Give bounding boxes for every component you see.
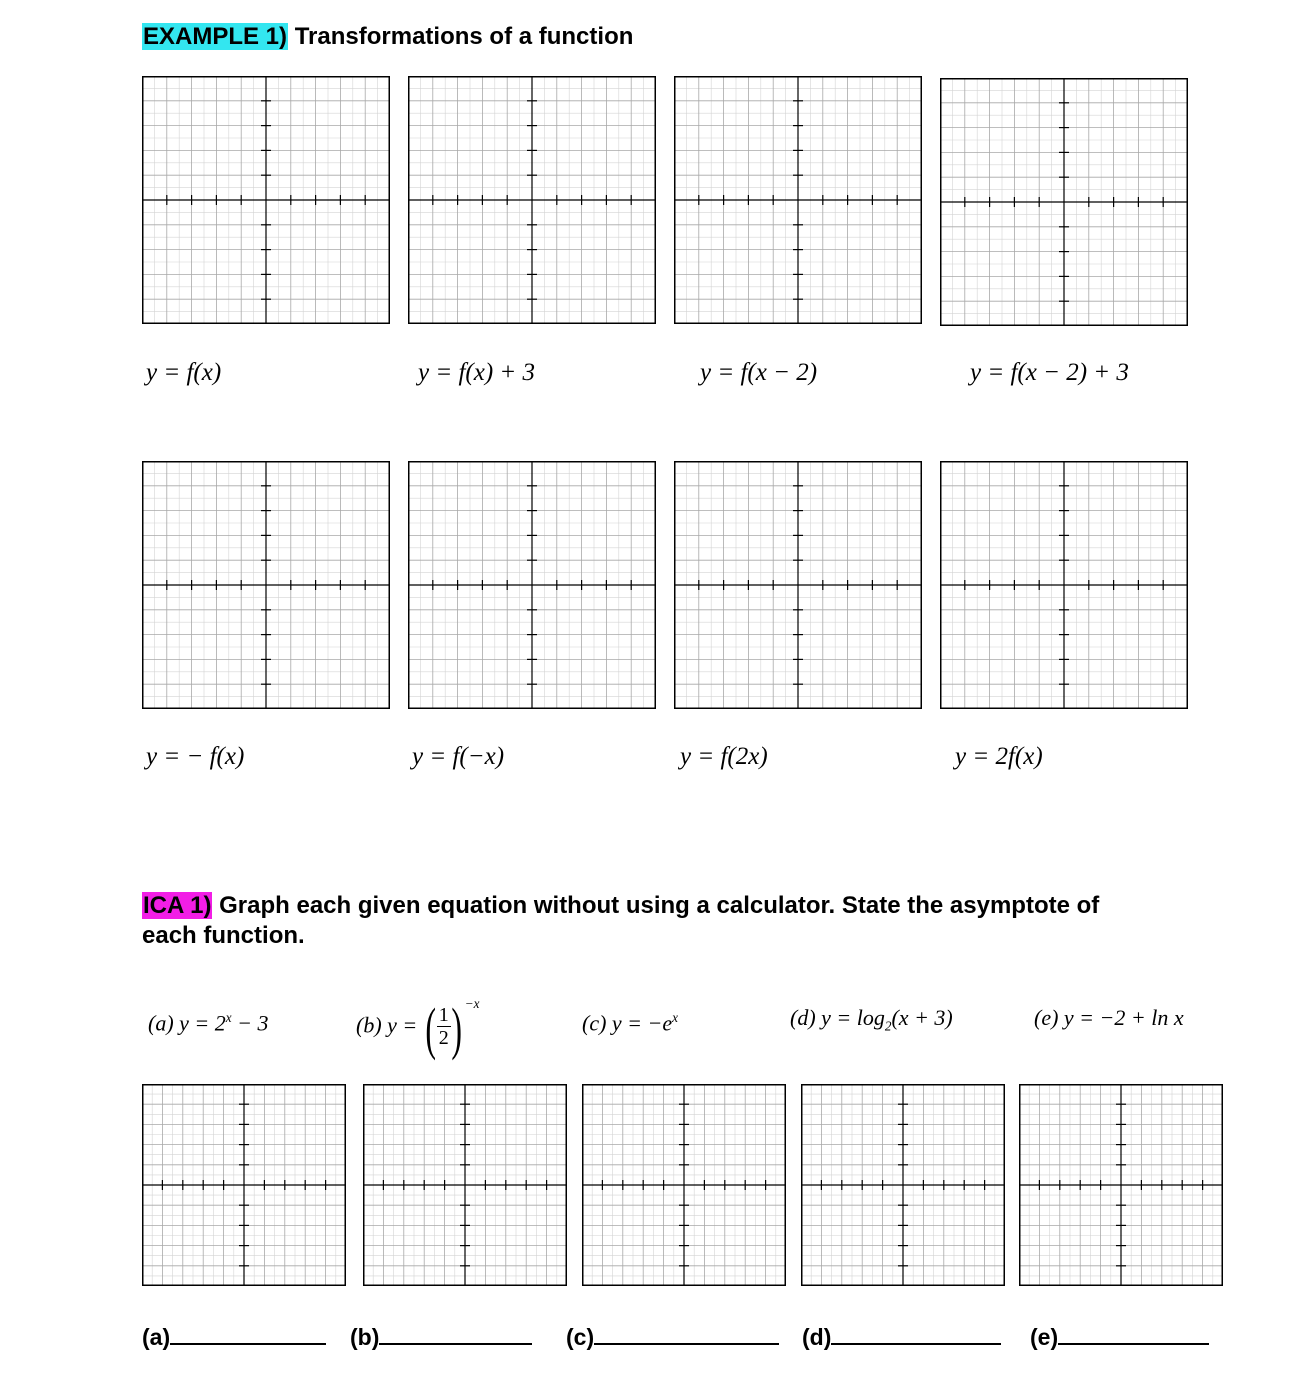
answer-blank[interactable] (831, 1321, 1001, 1345)
answer-blank[interactable] (379, 1321, 532, 1345)
equation-label: y = f(x) (146, 359, 222, 386)
graph-grid-ica-e[interactable] (1019, 1084, 1223, 1286)
graph-grid-row1-2[interactable] (408, 76, 656, 324)
ica-heading (142, 891, 1099, 920)
answer-b[interactable]: (b) (350, 1321, 532, 1351)
answer-a[interactable]: (a) (142, 1321, 326, 1351)
answer-blank[interactable] (1058, 1321, 1209, 1345)
graph-grid-row2-2[interactable] (408, 461, 656, 709)
graph-grid-row1-4[interactable] (940, 78, 1188, 326)
answer-blank[interactable] (594, 1321, 779, 1345)
equation-label: y = 2f(x) (955, 743, 1043, 770)
equation-label: y = f(2x) (680, 743, 768, 770)
graph-grid-row2-3[interactable] (674, 461, 922, 709)
example-tag: EXAMPLE 1) (143, 23, 288, 50)
ica-tag: ICA 1) (143, 892, 212, 919)
answer-blank[interactable] (170, 1321, 326, 1345)
graph-grid-row2-4[interactable] (940, 461, 1188, 709)
equation-label: y = f(x − 2) (700, 359, 818, 386)
equation-label: y = − f(x) (146, 743, 245, 770)
answer-d[interactable]: (d) (802, 1321, 1001, 1351)
graph-grid-row1-1[interactable] (142, 76, 390, 324)
graph-grid-ica-d[interactable] (801, 1084, 1005, 1286)
answer-e[interactable]: (e) (1030, 1321, 1209, 1351)
ica-equation-c: (c) $y = -e^x$ (582, 1010, 679, 1036)
ica-equation-a: (a) $y = 2^x - 3$ (148, 1010, 269, 1036)
equation-label: y = f(x − 2) + 3 (970, 359, 1129, 386)
ica-instruction-line1: Graph each given equation without using a calculator. State the asymptote of (219, 892, 1100, 919)
graph-grid-ica-a[interactable] (142, 1084, 346, 1286)
ica-equation-e: (e) y = −2 + ln x (1034, 1005, 1184, 1030)
graph-grid-row2-1[interactable] (142, 461, 390, 709)
graph-grid-ica-c[interactable] (582, 1084, 786, 1286)
answer-c[interactable]: (c) (566, 1321, 779, 1351)
fraction: ( $\frac{1}{2}$ ) (425, 996, 463, 1061)
equation-label: y = f(x) + 3 (418, 359, 536, 386)
equation-label: y = f(−x) (412, 743, 505, 770)
ica-instruction-line2: each function. (142, 922, 305, 949)
example-heading (142, 22, 633, 51)
graph-grid-row1-3[interactable] (674, 76, 922, 324)
graph-grid-ica-b[interactable] (363, 1084, 567, 1286)
example-title: Transformations of a function (294, 23, 634, 50)
ica-equation-d: (d) $y = \log_2(x + 3)$ (790, 1005, 953, 1034)
ica-equation-b: (b) y = ( $\frac{1}{2}$ ) $^{-x}$ (356, 996, 480, 1061)
